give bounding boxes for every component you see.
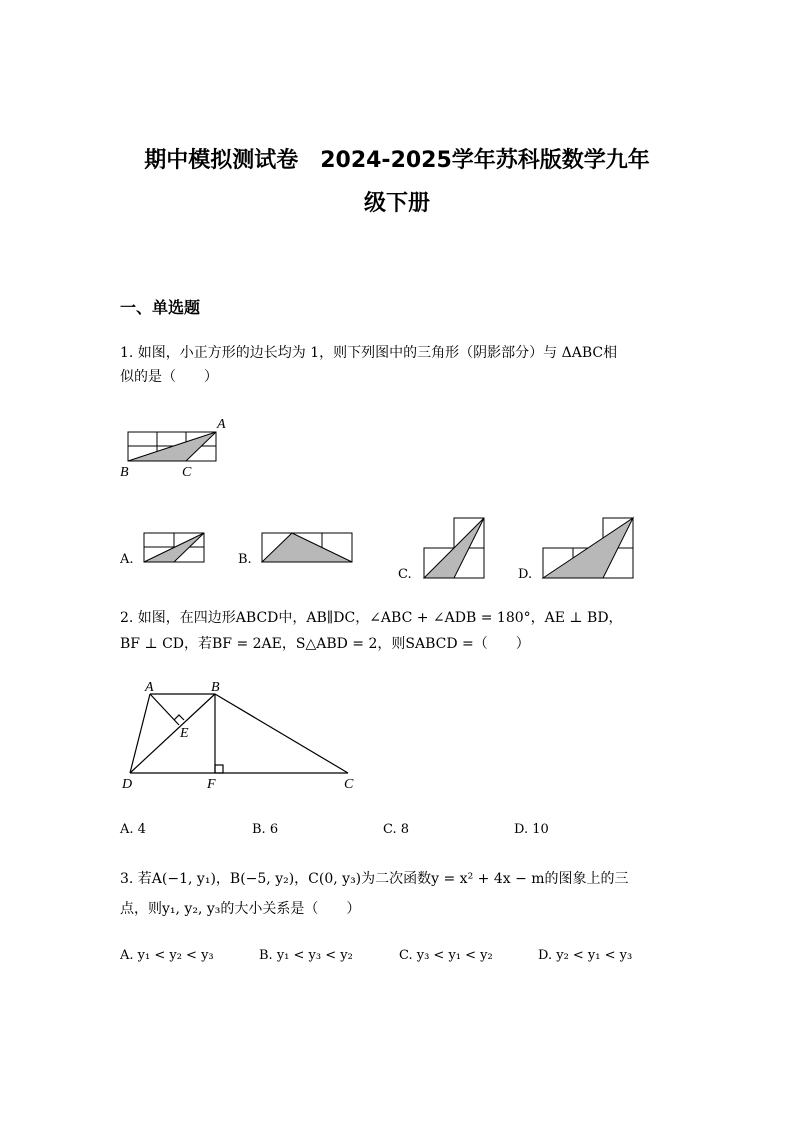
q2-option-c[interactable]: C. 8	[383, 822, 410, 837]
q2-label-f: F	[207, 777, 216, 792]
question-1-line1: 1. 如图，小正方形的边长均为 1，则下列图中的三角形（阴影部分）与 ΔABC相	[120, 345, 618, 361]
question-2-line2: BF ⊥ CD，若BF = 2AE，S△ABD = 2，则SABCD =（ ）	[120, 636, 530, 652]
q3-option-c[interactable]: C. y₃ < y₁ < y₂	[399, 948, 493, 963]
q2-label-b: B	[211, 680, 220, 695]
q2-option-a[interactable]: A. 4	[120, 822, 146, 837]
q1-option-b[interactable]: B.	[238, 552, 252, 567]
q2-label-a: A	[145, 680, 154, 695]
q2-option-b[interactable]: B. 6	[252, 822, 279, 837]
q2-label-c: C	[344, 777, 354, 792]
q2-option-d[interactable]: D. 10	[514, 822, 549, 837]
q1-option-a[interactable]: A.	[120, 552, 134, 567]
question-3-line2: 点，则y₁, y₂, y₃的大小关系是（ ）	[120, 901, 361, 917]
q2-label-d: D	[122, 777, 133, 792]
q3-option-b[interactable]: B. y₁ < y₃ < y₂	[259, 948, 353, 963]
q3-option-a[interactable]: A. y₁ < y₂ < y₃	[120, 948, 214, 963]
q1-option-d[interactable]: D.	[518, 567, 533, 582]
page-title-line2: 级下册	[363, 191, 430, 216]
q2-label-e: E	[180, 726, 189, 741]
q1-option-c[interactable]: C.	[398, 567, 412, 582]
question-3-line1: 3. 若A(−1, y₁)，B(−5, y₂)，C(0, y₃)为二次函数y = x² + 4x − m的图象上的三	[120, 871, 629, 887]
question-2-line1: 2. 如图，在四边形ABCD中，AB∥DC，∠ABC + ∠ADB = 180°，AE ⊥ BD，	[120, 610, 623, 626]
q3-option-d[interactable]: D. y₂ < y₁ < y₃	[538, 948, 633, 963]
page-title: 期中模拟测试卷 2024-2025学年苏科版数学九年	[144, 148, 650, 173]
q1-label-a: A	[217, 417, 226, 432]
q1-label-b: B	[120, 465, 129, 480]
q1-label-c: C	[182, 465, 192, 480]
section-heading: 一、单选题	[120, 298, 201, 317]
question-1-line2: 似的是（ ）	[120, 369, 218, 385]
